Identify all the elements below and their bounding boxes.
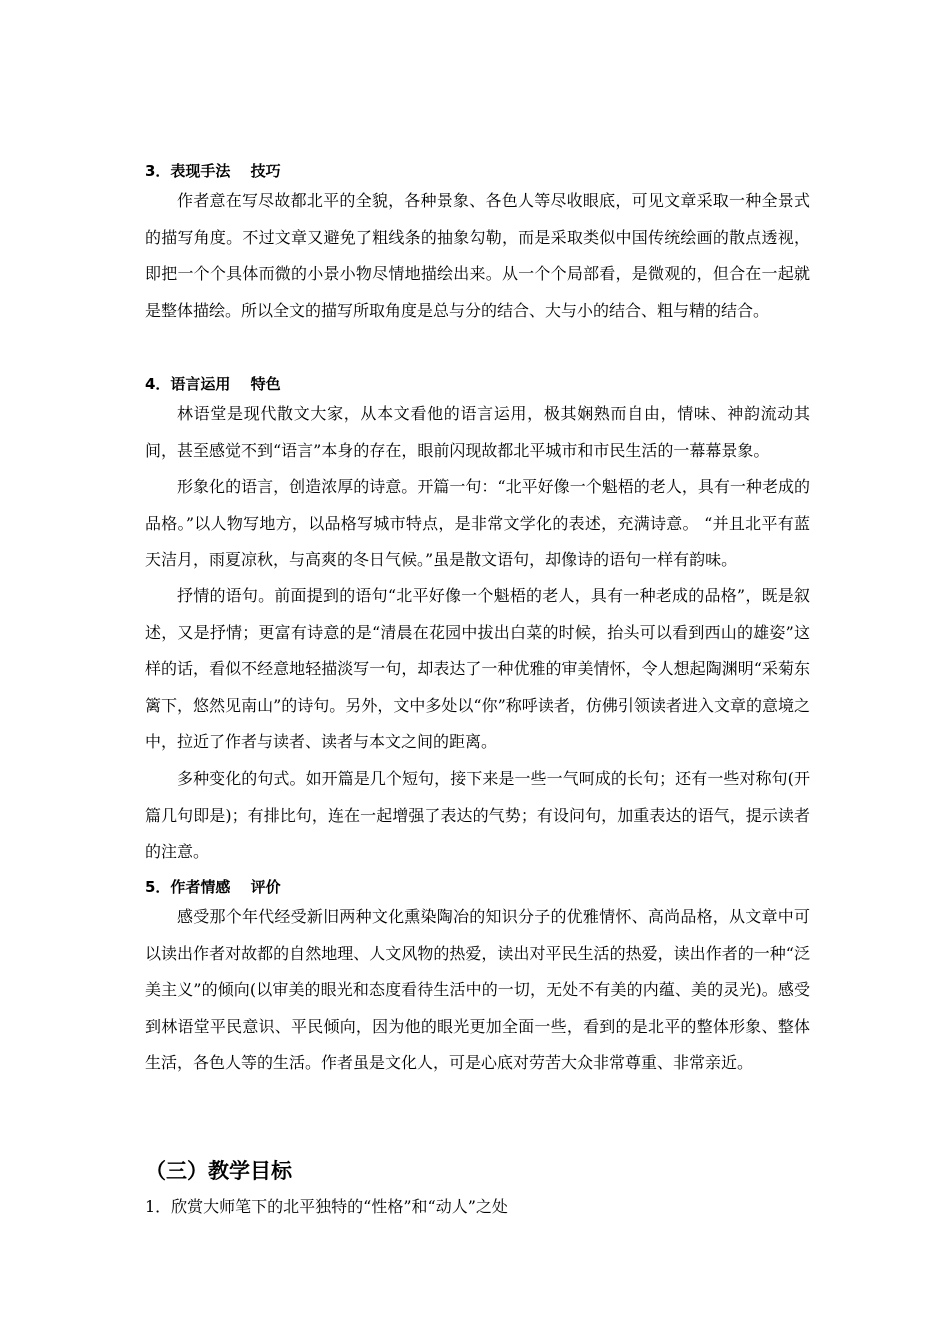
heading-expression-techniques: 3．表现手法 技巧: [145, 162, 281, 180]
section-title-teaching-goals: （三）教学目标: [145, 1159, 292, 1183]
heading-author-emotion: 5．作者情感 评价: [145, 878, 281, 896]
paragraph-language-intro: 林语堂是现代散文大家，从本文看他的语言运用，极其娴熟而自由，情味、神韵流动其间，甚至感觉不到“语言”本身的存在，眼前闪现故都北平城市和市民生活的一幕幕景象。: [145, 404, 810, 460]
paragraph-techniques: 作者意在写尽故都北平的全貌，各种景象、各色人等尽收眼底，可见文章采取一种全景式的描写角度。不过文章又避免了粗线条的抽象勾勒，而是采取类似中国传统绘画的散点透视，即把一个个具体而微的小景小物尽情地描绘出来。从一个个局部看，是微观的，但合在一起就是整体描绘。所以全文的描写所取角度是总与分的结合、大与小的结合、粗与精的结合。: [145, 191, 810, 320]
paragraph-imagery: 形象化的语言，创造浓厚的诗意。开篇一句：“北平好像一个魁梧的老人，具有一种老成的品格。”以人物写地方，以品格写城市特点，是非常文学化的表述，充满诗意。 “并且北平有蓝天洁月，雨夏凉秋，与高爽的冬日气候。”虽是散文语句，却像诗的语句一样有韵味。: [145, 477, 810, 569]
heading-language-features: 4．语言运用 特色: [145, 375, 281, 393]
paragraph-emotion: 感受那个年代经受新旧两种文化熏染陶冶的知识分子的优雅情怀、高尚品格，从文章中可以读出作者对故都的自然地理、人文风物的热爱，读出对平民生活的热爱，读出作者的一种“泛美主义”的倾向(以审美的眼光和态度看待生活中的一切，无处不有美的内蕴、美的灵光)。感受到林语堂平民意识、平民倾向，因为他的眼光更加全面一些，看到的是北平的整体形象、整体生活，各色人等的生活。作者虽是文化人，可是心底对劳苦大众非常尊重、非常亲近。: [145, 907, 810, 1072]
goal-item-1: 1．欣赏大师笔下的北平独特的“性格”和“动人”之处: [145, 1197, 508, 1216]
paragraph-lyrical: 抒情的语句。前面提到的语句“北平好像一个魁梧的老人，具有一种老成的品格”，既是叙述，又是抒情；更富有诗意的是“清晨在花园中拔出白菜的时候，抬头可以看到西山的雄姿”这样的话，看似不经意地轻描淡写一句，却表达了一种优雅的审美情怀，令人想起陶渊明“采菊东篱下，悠然见南山”的诗句。另外，文中多处以“你”称呼读者，仿佛引领读者进入文章的意境之中，拉近了作者与读者、读者与本文之间的距离。: [145, 586, 810, 751]
paragraph-sentence-variety: 多种变化的句式。如开篇是几个短句，接下来是一些一气呵成的长句；还有一些对称句(开篇几句即是)；有排比句，连在一起增强了表达的气势；有设问句，加重表达的语气，提示读者的注意。: [145, 769, 810, 861]
